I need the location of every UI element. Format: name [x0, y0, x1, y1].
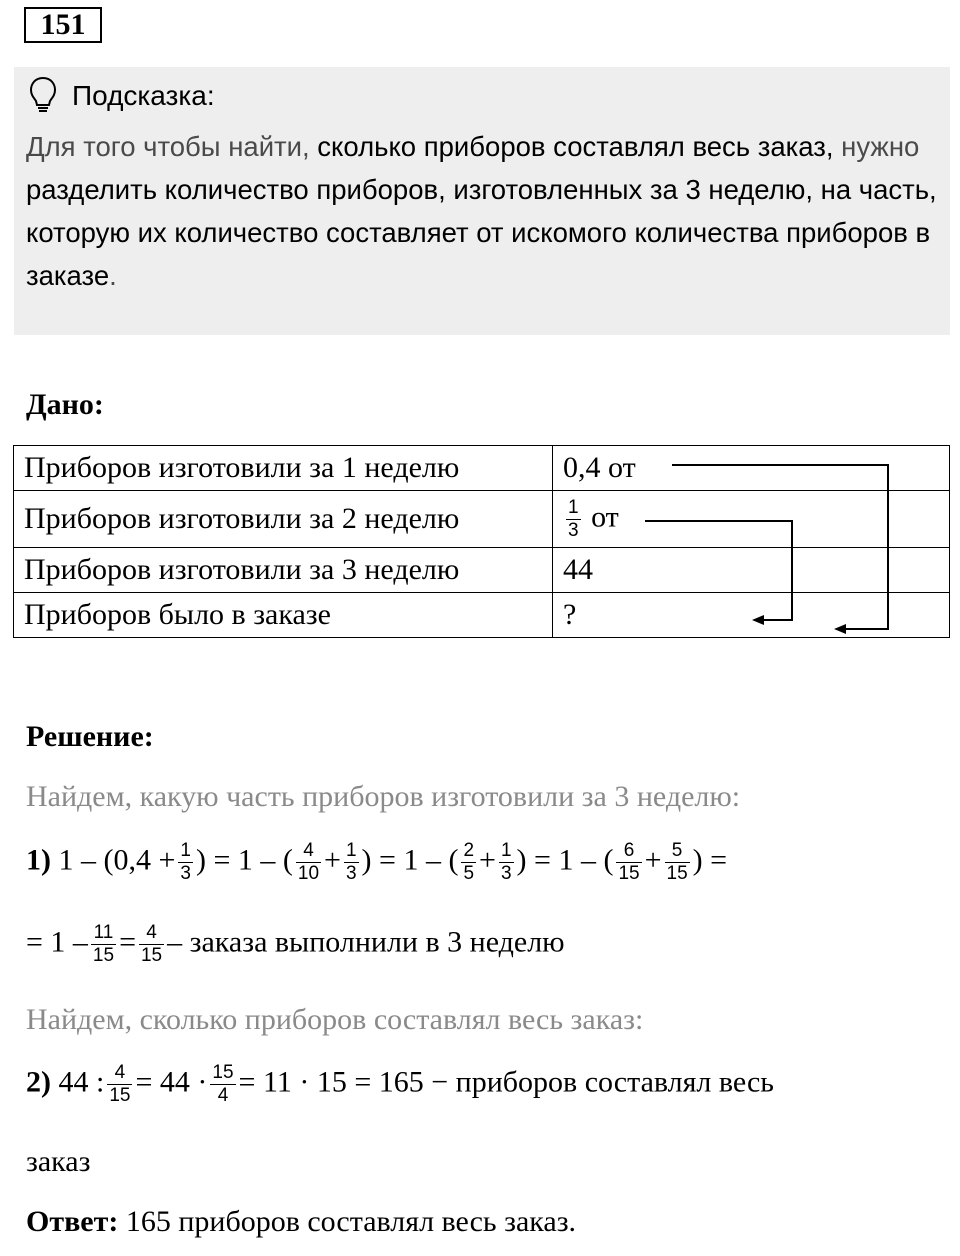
table-row: [14, 491, 950, 548]
hint-segment: Для того чтобы найти,: [26, 131, 318, 162]
step1-expression: 1) 1 – (0,4 + $\frac{1}{3}$ ) = 1 – ( $\frac{4}{10}$ + $\frac{1}{3}$ ) = 1 – ( $\frac{2}{5}$ + $\frac{1}{3}$ ) = 1 – ( $\frac{6}{15}$ + $\frac{5}{15}$ ) =: [26, 840, 728, 884]
hint-segment: .: [109, 260, 117, 291]
step1-result-text: – заказа выполнили в 3 неделю: [167, 925, 565, 959]
table-cell-label: Приборов было в заказе: [14, 593, 553, 638]
hint-segment: сколько приборов составлял весь заказ,: [317, 131, 834, 162]
step1-result: = 1 – $\frac{11}{15}$ = $\frac{4}{15}$ – заказа выполнили в 3 неделю: [26, 922, 565, 966]
hint-segment: разделить количество приборов, изготовленных за 3 неделю, на часть, которую их количество составляет от искомого количества приборов в заказе: [26, 174, 937, 291]
table-row: [14, 446, 950, 491]
hint-text: [26, 125, 946, 297]
table-cell-label: Приборов изготовили за 3 неделю: [14, 548, 553, 593]
table-cell-value: ?: [553, 593, 950, 638]
given-heading: Дано:: [26, 388, 104, 421]
lightbulb-icon: [28, 76, 58, 114]
fraction: [566, 497, 581, 542]
step2-expression: 2) 44 : $\frac{4}{15}$ = 44 · $\frac{15}{4}$ = 11 · 15 = 165 − приборов составлял весь: [26, 1062, 774, 1106]
step2-continuation: заказ: [26, 1145, 91, 1178]
answer-line: [26, 1205, 576, 1239]
table-row: [14, 593, 950, 638]
table-cell-value: 44: [553, 548, 950, 593]
step2-result-text: − приборов составлял весь: [431, 1065, 774, 1099]
hint-title: Подсказка:: [72, 80, 215, 111]
table-row: [14, 548, 950, 593]
table-cell-value: 0,4 от: [553, 446, 950, 491]
answer-text: 165 приборов составлял весь заказ.: [118, 1205, 577, 1238]
table-cell-value-text: от: [591, 499, 619, 533]
fraction-numerator: 1: [568, 496, 579, 518]
step-number: 1): [26, 843, 51, 877]
fraction-denominator: 3: [568, 519, 579, 541]
answer-label: Ответ:: [26, 1205, 119, 1238]
table-cell-label: Приборов изготовили за 1 неделю: [14, 446, 553, 491]
step2-intro: Найдем, сколько приборов составлял весь заказ:: [26, 1003, 644, 1036]
given-table: [13, 445, 950, 638]
solution-heading: Решение:: [26, 720, 154, 753]
hint-segment: нужно: [833, 131, 920, 162]
table-cell-value: [553, 491, 950, 548]
step-number: 2): [26, 1065, 51, 1099]
step1-intro: Найдем, какую часть приборов изготовили за 3 неделю:: [26, 780, 741, 813]
table-cell-label: Приборов изготовили за 2 неделю: [14, 491, 553, 548]
task-number: 151: [24, 7, 102, 43]
